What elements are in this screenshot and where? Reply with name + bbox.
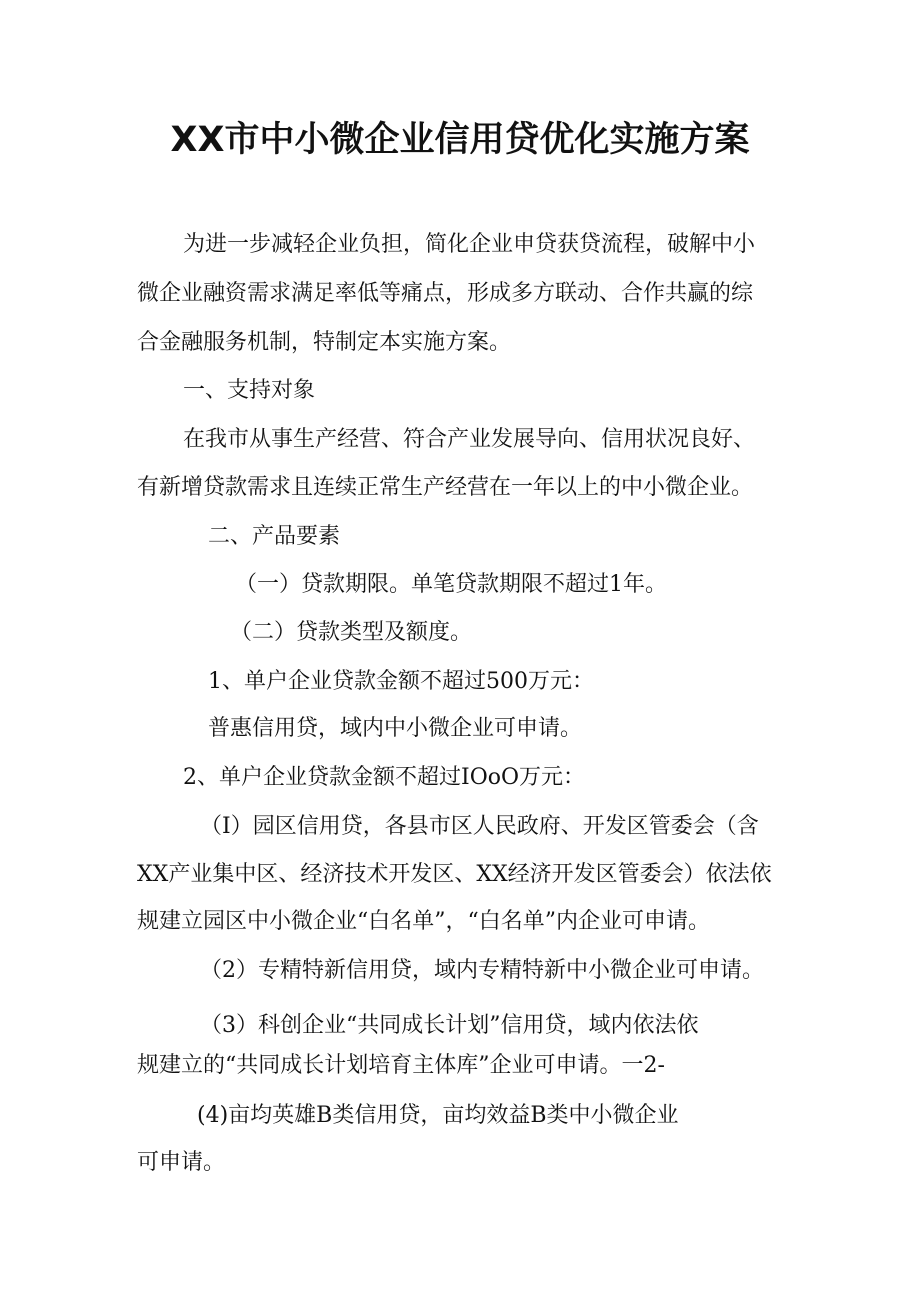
paragraph-line: 规建立园区中小微企业“白名单”，“白名单”内企业可申请。 (137, 909, 710, 934)
section-heading: 一、支持对象 (183, 378, 316, 403)
paragraph-line: 有新增贷款需求且连续正常生产经营在一年以上的中小微企业。 (137, 475, 754, 500)
subsection-heading: （一）贷款期限。单笔贷款期限不超过1年。 (235, 572, 667, 597)
document-title: XX市中小微企业信用贷优化实施方案 (170, 120, 750, 160)
list-item: （3）科创企业“共同成长计划”信用贷，域内依法依 (200, 1013, 699, 1038)
paragraph-line: XX产业集中区、经济技术开发区、XX经济开发区管委会）依法依 (137, 862, 772, 887)
section-heading: 二、产品要素 (208, 524, 341, 549)
paragraph-line: 为进一步减轻企业负担，简化企业申贷获贷流程，破解中小 (183, 232, 756, 257)
paragraph-line: 普惠信用贷，域内中小微企业可申请。 (208, 716, 583, 741)
list-item: （I）园区信用贷，各县市区人民政府、开发区管委会（含 (200, 814, 759, 839)
list-item: （2）专精特新信用贷，域内专精特新中小微企业可申请。 (200, 958, 764, 983)
list-item: 1、单户企业贷款金额不超过500万元： (208, 669, 594, 694)
subsection-heading: （二）贷款类型及额度。 (230, 620, 473, 645)
list-item: (4)亩均英雄B类信用贷，亩均效益B类中小微企业 (197, 1103, 679, 1128)
paragraph-line: 可申请。 (137, 1150, 226, 1175)
paragraph-line: 合金融服务机制，特制定本实施方案。 (137, 330, 512, 355)
paragraph-line: 微企业融资需求满足率低等痛点，形成多方联动、合作共赢的综 (137, 281, 754, 306)
list-item: 2、单户企业贷款金额不超过IOoO万元： (183, 765, 586, 790)
paragraph-line: 在我市从事生产经营、符合产业发展导向、信用状况良好、 (183, 427, 756, 452)
paragraph-line: 规建立的“共同成长计划培育主体库”企业可申请。一2- (137, 1053, 665, 1078)
